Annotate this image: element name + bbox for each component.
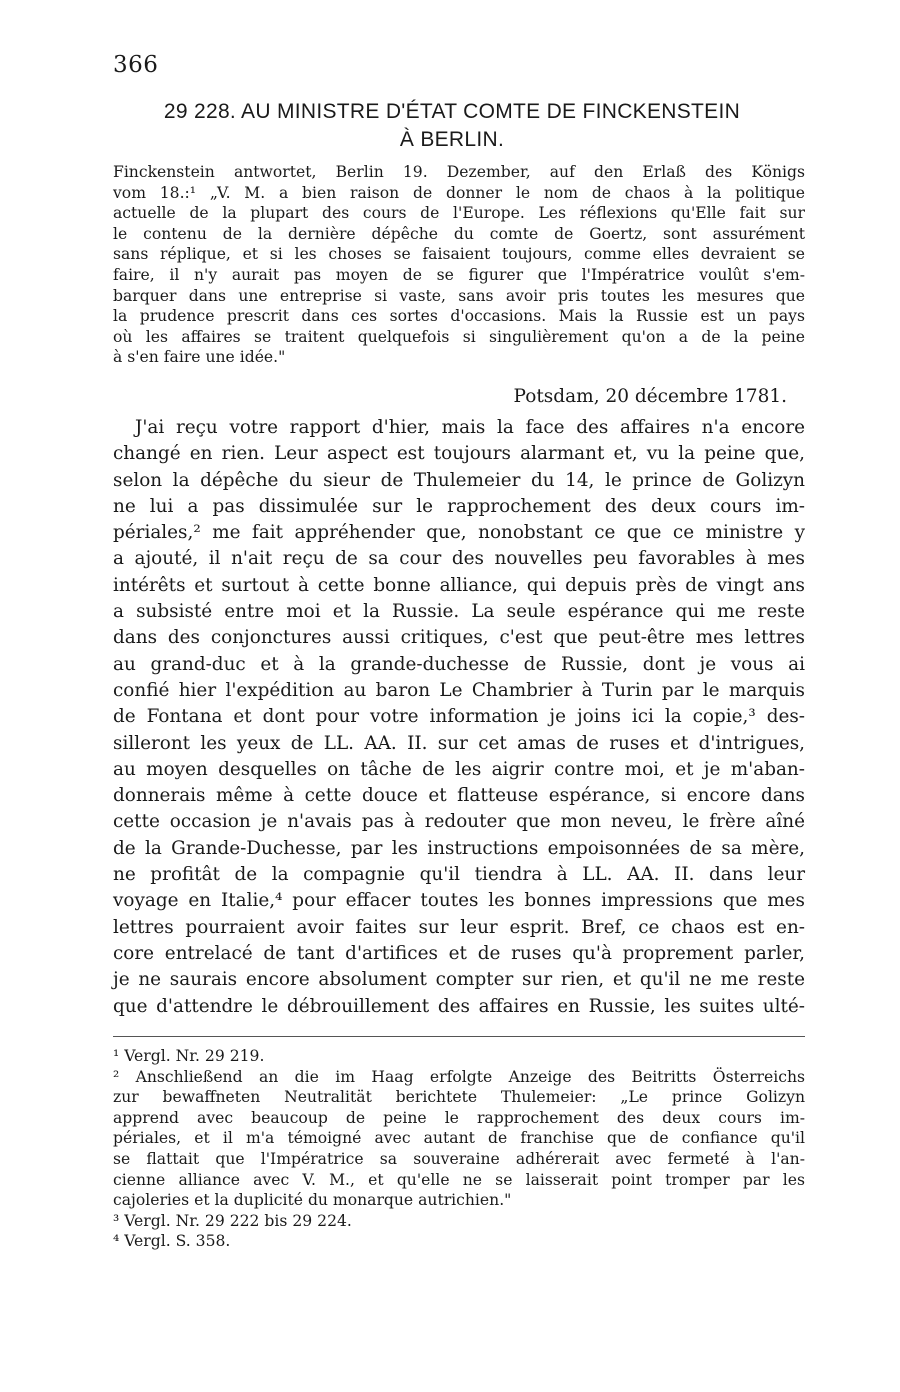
body-line: cette occasion je n'avais pas à redouter que mon neveu, le frère aîné bbox=[113, 811, 805, 833]
body-line: ne lui a pas dissimulée sur le rapprochement des deux cours im- bbox=[113, 495, 805, 517]
footnote-line: cienne alliance avec V. M., et qu'elle ne se laisserait point tromper par les bbox=[113, 1170, 805, 1189]
body-line: que d'attendre le débrouillement des affaires en Russie, les suites ulté- bbox=[113, 995, 805, 1017]
body-line: J'ai reçu votre rapport d'hier, mais la face des affaires n'a encore bbox=[135, 417, 805, 438]
body-line: périales,² me fait appréhender que, nonobstant ce que ce ministre y bbox=[113, 522, 805, 544]
body-line: selon la dépêche du sieur de Thulemeier du 14, le prince de Golizyn bbox=[113, 469, 805, 491]
footnote-line: ² Anschließend an die im Haag erfolgte Anzeige des Beitritts Österreichs bbox=[113, 1067, 805, 1086]
summary-line: Finckenstein antwortet, Berlin 19. Dezember, auf den Erlaß des Königs bbox=[113, 163, 805, 181]
body-line: de la Grande-Duchesse, par les instructions empoisonnées de sa mère, bbox=[113, 837, 805, 859]
body-line: lettres pourraient avoir faites sur leur esprit. Bref, ce chaos est en- bbox=[113, 916, 805, 938]
body-line: au grand-duc et à la grande-duchesse de Russie, dont je vous ai bbox=[113, 653, 805, 675]
body-line: changé en rien. Leur aspect est toujours alarmant et, vu la peine que, bbox=[113, 443, 805, 465]
summary-line: le contenu de la dernière dépêche du comte de Goertz, sont assurément bbox=[113, 224, 805, 243]
footnote-divider bbox=[113, 1036, 805, 1037]
body-line: donnerais même à cette douce et flatteuse espérance, si encore dans bbox=[113, 785, 805, 807]
summary-line: sans réplique, et si les choses se faisaient toujours, comme elles devraient se bbox=[113, 245, 805, 264]
footnote-line: zur bewaffneten Neutralität berichtete Thulemeier: „Le prince Golizyn bbox=[113, 1088, 805, 1107]
summary-line: où les affaires se traitent quelquefois si singulièrement qu'on a de la peine bbox=[113, 327, 805, 346]
body-line: dans des conjonctures aussi critiques, c'est que peut-être mes lettres bbox=[113, 627, 805, 649]
body-line: confié hier l'expédition au baron Le Chambrier à Turin par le marquis bbox=[113, 679, 805, 701]
letter-heading-line-1: 29 228. AU MINISTRE D'ÉTAT COMTE DE FINCKENSTEIN bbox=[163, 100, 741, 123]
body-line: de Fontana et dont pour votre information je joins ici la copie,³ des- bbox=[113, 706, 805, 728]
footnote-line: ¹ Vergl. Nr. 29 219. bbox=[113, 1047, 265, 1065]
dateline: Potsdam, 20 décembre 1781. bbox=[513, 386, 787, 407]
footnote-line: apprend avec beaucoup de peine le rapprochement des deux cours im- bbox=[113, 1108, 805, 1127]
letter-body bbox=[113, 415, 805, 1020]
body-line: silleront les yeux de LL. AA. II. sur cet amas de ruses et d'intrigues, bbox=[113, 732, 805, 754]
body-line: je ne saurais encore absolument compter sur rien, et qu'il ne me reste bbox=[113, 969, 805, 991]
summary-line: vom 18.:¹ „V. M. a bien raison de donner le nom de chaos à la politique bbox=[113, 183, 805, 202]
footnote-line: périales, et il m'a témoigné avec autant de franchise que de confiance qu'il bbox=[113, 1129, 805, 1148]
body-line: a ajouté, il n'ait reçu de sa cour des nouvelles peu favorables à mes bbox=[113, 548, 805, 570]
footnote-line: ³ Vergl. Nr. 29 222 bis 29 224. bbox=[113, 1211, 352, 1230]
footnote-line: se flattait que l'Impératrice sa souveraine adhérerait avec fermeté à l'an- bbox=[113, 1149, 805, 1168]
footnote-line: cajoleries et la duplicité du monarque autrichien." bbox=[113, 1191, 512, 1210]
summary-line: faire, il n'y aurait pas moyen de se figurer que l'Impératrice voulût s'em- bbox=[113, 265, 805, 284]
footnote-line: ⁴ Vergl. S. 358. bbox=[113, 1232, 231, 1251]
body-line: voyage en Italie,⁴ pour effacer toutes les bonnes impressions que mes bbox=[113, 890, 805, 912]
footnotes bbox=[113, 1046, 805, 1252]
body-line: a subsisté entre moi et la Russie. La seule espérance qui me reste bbox=[113, 601, 805, 623]
body-line: au moyen desquelles on tâche de les aigrir contre moi, et je m'aban- bbox=[113, 758, 805, 780]
summary-line: barquer dans une entreprise si vaste, sans avoir pris toutes les mesures que bbox=[113, 286, 805, 305]
summary-line: à s'en faire une idée." bbox=[113, 348, 286, 367]
body-line: ne profitât de la compagnie qu'il tiendra à LL. AA. II. dans leur bbox=[113, 864, 805, 886]
body-line: core entrelacé de tant d'artifices et de ruses qu'à proprement parler, bbox=[113, 942, 805, 964]
page-number: 366 bbox=[113, 52, 159, 78]
letter-heading-line-2: À BERLIN. bbox=[399, 128, 505, 151]
body-line: intérêts et surtout à cette bonne alliance, qui depuis près de vingt ans bbox=[113, 574, 805, 596]
summary-line: la prudence prescrit dans ces sortes d'occasions. Mais la Russie est un pays bbox=[113, 307, 805, 326]
summary-line: actuelle de la plupart des cours de l'Europe. Les réflexions qu'Elle fait sur bbox=[113, 204, 805, 223]
editorial-summary bbox=[113, 162, 805, 368]
